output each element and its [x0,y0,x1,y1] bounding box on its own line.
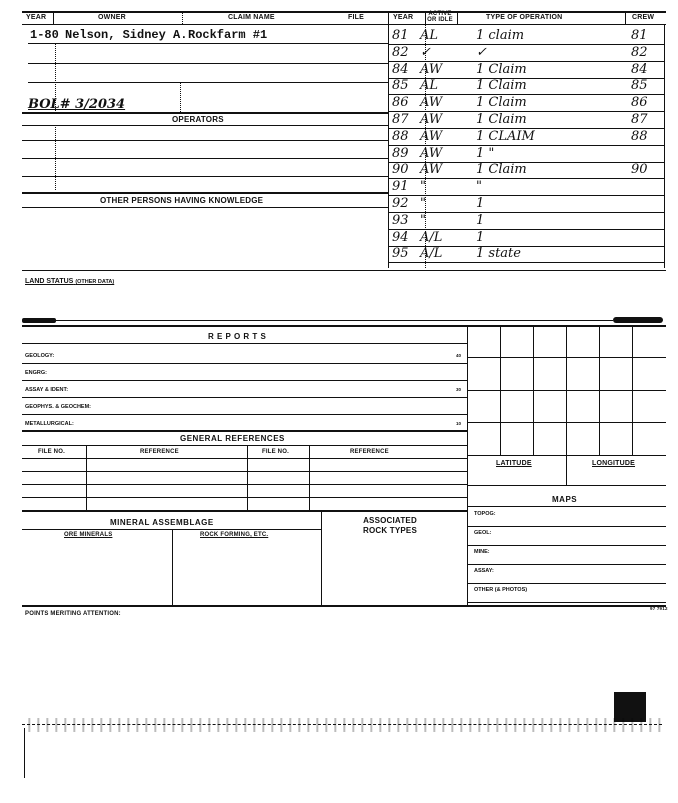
header-active-idle: ACTIVE OR IDLE [427,11,453,23]
rock-forming-label: ROCK FORMING, ETC. [200,532,269,538]
activity-row [388,45,664,62]
activity-row [388,246,664,263]
activity-row [388,78,664,95]
activity-crew: 88 [631,129,648,144]
header-year: YEAR [26,14,47,21]
header-owner: OWNER [98,14,126,21]
activity-status: AW [420,62,443,77]
activity-type: 1 claim [476,28,525,43]
form-number: 97 7912 [650,606,668,611]
other-persons-label: OTHER PERSONS HAVING KNOWLEDGE [100,196,264,205]
activity-row [388,213,664,230]
owner-years: 1-80 [30,28,59,42]
activity-status: " [420,213,426,228]
activity-type: 1 [476,230,485,245]
header-crew: CREW [632,14,655,21]
activity-row [388,95,664,112]
redaction-mark-left [22,318,56,323]
redaction-mark-right [613,317,663,323]
map-row-label: ASSAY: [474,568,494,574]
activity-type: " [476,179,482,194]
activity-crew: 84 [631,62,648,77]
report-row-label: ENGRG: [25,370,47,376]
mineral-assemblage-title: MINERAL ASSEMBLAGE [110,518,214,527]
activity-type: 1 Claim [476,78,527,93]
report-row-label: GEOLOGY: [25,353,55,359]
reports-title: R E P O R T S [208,332,267,341]
activity-year: 87 [392,112,409,127]
points-meriting-label: POINTS MERITING ATTENTION: [25,611,121,617]
map-row-label: TOPOG: [474,511,496,517]
activity-crew: 81 [631,28,648,43]
activity-year: 81 [392,28,409,43]
activity-row [388,179,664,196]
activity-status: AW [420,146,443,161]
activity-row [388,129,664,146]
owner-name: Nelson, Sidney A. [65,28,188,42]
handwritten-id: BOL# 3/2034 [28,97,126,112]
activity-type: 1 [476,213,485,228]
activity-type: ✓ [476,45,487,60]
activity-year: 88 [392,129,409,144]
land-status-label: LAND STATUS [25,278,74,285]
activity-type: 1 Claim [476,62,527,77]
header-file: FILE [348,14,364,21]
header-year-2: YEAR [393,14,414,21]
activity-type: 1 [476,196,485,211]
activity-status: ✓ [420,45,431,60]
operators-label: OPERATORS [172,115,224,124]
activity-year: 82 [392,45,409,60]
activity-crew: 85 [631,78,648,93]
activity-type: 1 Claim [476,112,527,127]
activity-type: 1 " [476,146,495,161]
activity-row [388,146,664,163]
activity-year: 86 [392,95,409,110]
report-row-label: GEOPHYS. & GEOCHEM: [25,404,92,410]
activity-row [388,196,664,213]
claim-name-value: Rockfarm #1 [188,28,268,42]
activity-year: 92 [392,196,409,211]
activity-status: AW [420,95,443,110]
map-row-label: MINE: [474,549,490,555]
activity-year: 84 [392,62,409,77]
report-row-label: METALLURGICAL: [25,421,74,427]
activity-year: 89 [392,146,409,161]
report-row-number: 40 [456,353,462,358]
activity-crew: 82 [631,45,648,60]
maps-title: MAPS [552,495,578,504]
ref-file-no-2: FILE NO. [262,449,289,455]
activity-status: AW [420,112,443,127]
report-row-label: ASSAY & IDENT: [25,387,69,393]
activity-status: A/L [420,246,443,261]
activity-row [388,112,664,129]
activity-year: 94 [392,230,409,245]
activity-crew: 87 [631,112,648,127]
header-claim-name: CLAIM NAME [228,14,275,21]
activity-year: 91 [392,179,409,194]
activity-status: AL [420,28,439,43]
activity-status: AL [420,78,439,93]
activity-year: 95 [392,246,409,261]
activity-status: A/L [420,230,443,245]
activity-status: AW [420,129,443,144]
activity-type: 1 Claim [476,95,527,110]
longitude-label: LONGITUDE [592,460,636,467]
ref-file-no: FILE NO. [38,449,65,455]
ref-reference: REFERENCE [140,449,179,455]
latitude-label: LATITUDE [496,460,532,467]
map-row-label: OTHER (& PHOTOS) [474,587,528,593]
ore-minerals-label: ORE MINERALS [64,532,113,538]
associated-rock-types: ASSOCIATED ROCK TYPES [362,516,417,535]
ref-reference-2: REFERENCE [350,449,389,455]
general-references-title: GENERAL REFERENCES [180,434,285,443]
activity-year: 85 [392,78,409,93]
activity-type: 1 state [476,246,521,261]
header-type-of-operation: TYPE OF OPERATION [486,14,563,21]
map-row-label: GEOL: [474,530,492,536]
activity-type: 1 CLAIM [476,129,535,144]
land-status-sub: (OTHER DATA) [75,279,115,285]
report-row-number: 30 [456,387,462,392]
activity-status: " [420,179,426,194]
activity-row [388,62,664,79]
activity-status: " [420,196,426,211]
activity-year: 90 [392,162,409,177]
scan-artifact-band [22,718,662,732]
activity-row [388,162,664,179]
activity-row [388,28,664,45]
land-status [25,278,114,285]
activity-crew: 90 [631,162,648,177]
activity-status: AW [420,162,443,177]
report-row-number: 10 [456,421,462,426]
activity-type: 1 Claim [476,162,527,177]
activity-crew: 86 [631,95,648,110]
activity-year: 93 [392,213,409,228]
activity-row [388,230,664,247]
